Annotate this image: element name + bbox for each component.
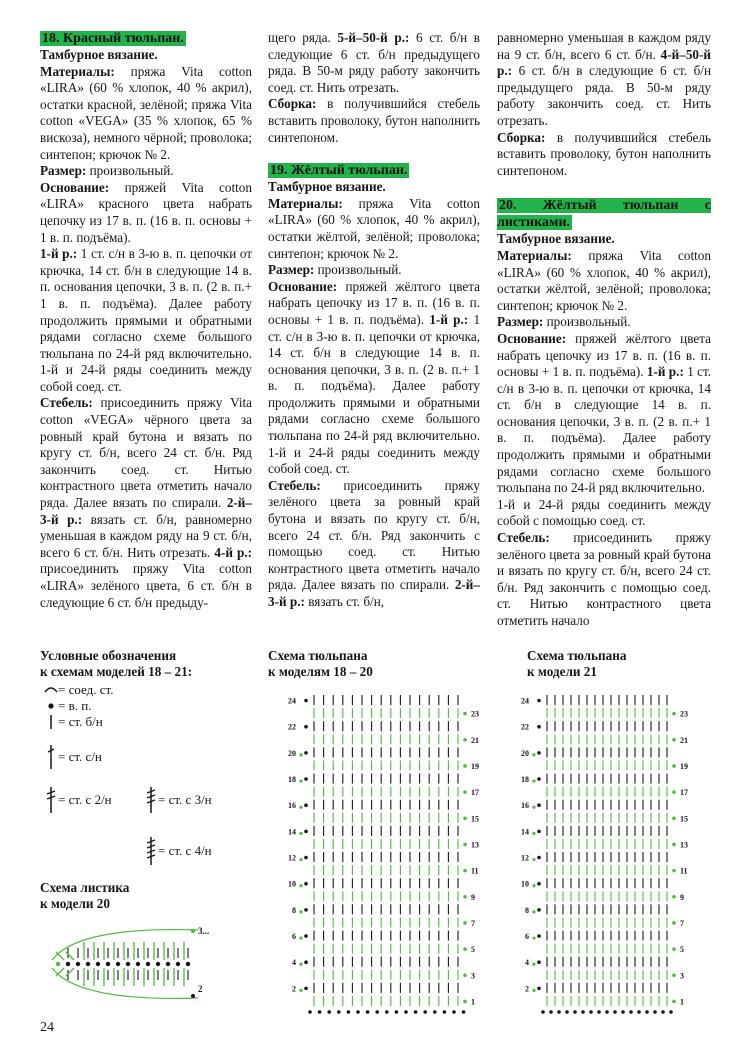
row-label-right: 7 — [680, 918, 684, 928]
chain-dot — [672, 869, 676, 873]
base-chain-dot — [581, 1010, 585, 1014]
row-label-left: 16 — [521, 801, 529, 811]
stem-19: Стебель: присоединить пряжу зелёного цвета за ровный край бутона и вязать по кругу ст. б/н, всего 24 ст. б/н. Ряд закончить с помощью соед. ст. Нитью контрастного цвета отметить начало ряда. Далее вязать по спирали. 2-й–3-й р.: вязать ст. б/н, — [268, 477, 481, 609]
row-label-right: 3 — [471, 971, 475, 981]
base-chain-dot — [308, 1010, 312, 1014]
chain-dot — [672, 843, 676, 847]
triple-treble-icon — [144, 836, 158, 866]
chain-dot — [463, 712, 467, 716]
legend-dc: = ст. с/н — [44, 744, 102, 770]
legend-sc: = ст. б/н — [44, 714, 103, 730]
tulip-chart-18-20 — [248, 680, 478, 1020]
base-chain-dot — [433, 1010, 437, 1014]
chain-dot — [299, 858, 302, 861]
row-label-right: 17 — [680, 788, 688, 798]
chain-dot — [463, 738, 467, 742]
chain-dot — [672, 816, 676, 820]
chain-dot — [672, 895, 676, 899]
base-chain-dot — [452, 1010, 456, 1014]
base-19: Основание: пряжей жёлтого цвета набрать цепочку из 17 в. п. (16 в. п. основы + 1 в. п. подъёма). 1-й р.: 1 ст. с/н в 3-ю в. п. цепочки от крючка, 14 ст. б/н в следующие 14 в. п. основания цепочки, 3 в. п. (2 в. п.+ 1 в. п. подъёма). Далее работу продолжить прямыми и обратными рядами согласно схеме большого тюльпана по 24-й ряд включительно. 1-й и 24-й ряды соединить между собой соед. ст. — [268, 278, 481, 477]
chain-dot — [537, 777, 541, 781]
row-label-right: 15 — [680, 814, 688, 824]
chain-dot — [537, 882, 541, 886]
chain-dot — [537, 934, 541, 938]
chain-dot — [463, 764, 467, 768]
chain-dot — [532, 779, 535, 782]
chain-dot — [537, 960, 541, 964]
row-label-right: 5 — [680, 945, 684, 955]
chain-dot — [304, 908, 308, 912]
slip-stitch-icon — [44, 684, 58, 696]
base-chain-dot — [597, 1010, 601, 1014]
chain-dot — [537, 908, 541, 912]
row-label-right: 23 — [471, 709, 479, 719]
legend-trtr: = ст. с 4/н — [144, 836, 212, 866]
base-chain-dot — [637, 1010, 641, 1014]
tulip-chart-21 — [507, 680, 707, 1020]
double-treble-icon — [144, 786, 158, 814]
chain-dot — [537, 987, 541, 991]
base-chain-dot — [629, 1010, 633, 1014]
chain-dot — [672, 947, 676, 951]
row-label-right: 13 — [471, 840, 479, 850]
chain-dot — [672, 1000, 676, 1004]
continuation-18: щего ряда. 5-й–50-й р.: 6 ст. б/н в следующие 6 ст. б/н предыдущего ряда. В 50-м ряду работу закончить соед. ст. Нить отрезать. — [268, 30, 480, 95]
base-chain-dot — [573, 1010, 577, 1014]
chain-dot — [304, 699, 308, 703]
base-chain-dot — [669, 1010, 673, 1014]
row-label-left: 12 — [288, 853, 296, 863]
leaf-chain-dot — [56, 962, 60, 966]
base-chain-dot — [462, 1010, 466, 1014]
row-label-right: 5 — [471, 945, 475, 955]
chain-dot — [304, 934, 308, 938]
base-chain-dot — [443, 1010, 447, 1014]
row-label-right: 9 — [471, 892, 475, 902]
row-label-left: 18 — [288, 775, 296, 785]
chain-dot — [299, 832, 302, 835]
row-label-right: 21 — [680, 735, 688, 745]
row-label-right: 21 — [471, 735, 479, 745]
leaf-chain-dot — [191, 994, 195, 998]
leaf-chain-dot — [191, 929, 195, 933]
treble-crochet-icon — [44, 786, 58, 814]
base-chain-dot — [557, 1010, 561, 1014]
row-label-right: 23 — [680, 709, 688, 719]
section-title-20: 20. Жёлтый тюльпан с листиками. — [497, 198, 711, 231]
leaf-chain-dot — [176, 962, 180, 966]
leaf-stitch — [66, 952, 74, 960]
row-label-right: 1 — [680, 997, 684, 1007]
leaf-chain-dot — [76, 962, 80, 966]
row-label-left: 24 — [521, 696, 529, 706]
chain-dot — [299, 936, 302, 939]
row-label-right: 19 — [471, 761, 479, 771]
continuation-19: равномерно уменьшая в каждом ряду на 9 ст. б/н, всего 6 ст. б/н. 4-й–50-й р.: 6 ст. б/н в следующие 6 ст. б/н предыдущего ряда. В 50-м ряду работу закончить соед. ст. Нить отрезать. — [497, 30, 712, 128]
leaf-chain-dot — [166, 962, 170, 966]
chain-dot — [532, 884, 535, 887]
assembly-18: Сборка: в получившийся стебель вставить проволоку, бутон наполнить синтепоном. — [268, 96, 481, 145]
chain-dot — [304, 830, 308, 834]
chain-dot — [463, 816, 467, 820]
join-20: 1-й и 24-й ряды соединить между собой с помощью соед. ст. — [497, 496, 711, 529]
chain-dot — [299, 989, 302, 992]
base-chain-dot — [318, 1010, 322, 1014]
row-label-right: 11 — [471, 866, 479, 876]
leaf-chart-title: Схема листика к модели 20 — [40, 880, 130, 911]
technique-20: Тамбурное вязание. — [497, 231, 615, 247]
leaf-outline — [52, 930, 198, 960]
base-chain-dot — [661, 1010, 665, 1014]
chain-dot — [299, 910, 302, 913]
column-1 — [40, 30, 252, 611]
leaf-row-label-bottom: 2 — [198, 984, 203, 994]
chain-dot — [672, 738, 676, 742]
row-label-right: 1 — [471, 997, 475, 1007]
chain-dot — [532, 989, 535, 992]
row-label-right: 3 — [680, 971, 684, 981]
base-chain-dot — [327, 1010, 331, 1014]
base-chain-dot — [366, 1010, 370, 1014]
leaf-outline — [52, 968, 198, 998]
chain-dot — [463, 947, 467, 951]
section-title-19: 19. Жёлтый тюльпан. — [270, 163, 408, 179]
row-label-right: 7 — [471, 918, 475, 928]
row-label-left: 16 — [288, 801, 296, 811]
column-3 — [497, 30, 711, 630]
chain-dot — [672, 764, 676, 768]
size-18: Размер: произвольный. — [40, 163, 174, 179]
chain-dot — [537, 803, 541, 807]
chain-dot — [672, 921, 676, 925]
row-label-right: 13 — [680, 840, 688, 850]
leaf-stitch — [56, 952, 64, 960]
tulip-chart-1-title: Схема тюльпана к моделям 18 – 20 — [268, 648, 373, 679]
chain-dot — [532, 936, 535, 939]
row-label-left: 10 — [288, 879, 296, 889]
legend-tr: = ст. с 2/н — [44, 786, 112, 814]
row-label-left: 20 — [521, 748, 529, 758]
chain-dot — [463, 973, 467, 977]
base-18: Основание: пряжей Vita cotton «LIRA» красного цвета набрать цепочку из 17 в. п. (16 в. п. основы + 1 в. п. подъёма). — [40, 179, 252, 245]
chain-dot — [463, 843, 467, 847]
chain-dot — [537, 699, 541, 703]
row-label-left: 8 — [525, 905, 529, 915]
chain-dot — [672, 790, 676, 794]
base-chain-dot — [423, 1010, 427, 1014]
page-number: 24 — [40, 1020, 54, 1035]
stem-18: Стебель: присоединить пряжу Vita cotton «VEGA» чёрного цвета за ровный край бутона и вязать по кругу ст. б/н, всего 24 ст. б/н. Ряд закончить соед. ст. Нитью контрастного цвета отметить начало ряда. Далее вязать по спирали. 2-й–3-й р.: вязать ст. б/н, равномерно уменьшая в каждом ряду на 9 ст. б/н, всего 6 ст. б/н. Нить отрезать. 4-й р.: присоединить пряжу Vita cotton «LIRA» зелёного цвета, 6 ст. б/н в следующие 6 ст. б/н предыду- — [40, 395, 253, 610]
chain-stitch-icon — [44, 700, 58, 712]
chain-dot — [532, 806, 535, 809]
chain-dot — [463, 895, 467, 899]
row-label-left: 8 — [292, 905, 296, 915]
chain-dot — [299, 779, 302, 782]
chain-dot — [463, 921, 467, 925]
chain-dot — [299, 753, 302, 756]
technique-18: Тамбурное вязание. — [40, 47, 158, 62]
row-label-left: 22 — [288, 722, 296, 732]
column-2 — [268, 30, 480, 611]
base-20: Основание: пряжей жёлтого цвета набрать цепочку из 17 в. п. (16 в. п. основы + 1 в. п. подъёма). 1-й р.: 1 ст. с/н в 3-ю в. п. цепочки от крючка, 14 ст. б/н в следующие 14 в. п. основания цепочки, 3 в. п. (2 в. п.+ 1 в. п. подъёма). Далее работу продолжить прямыми и обратными рядами согласно схеме большого тюльпана по 24-й ряд включительно. — [497, 330, 712, 496]
base-chain-dot — [395, 1010, 399, 1014]
chain-dot — [537, 751, 541, 755]
chain-dot — [304, 882, 308, 886]
row-label-left: 4 — [525, 958, 529, 968]
row-label-left: 2 — [525, 984, 529, 994]
chain-dot — [304, 987, 308, 991]
chain-dot — [463, 1000, 467, 1004]
double-crochet-icon — [44, 744, 58, 770]
chain-dot — [672, 712, 676, 716]
row-label-left: 4 — [292, 958, 296, 968]
chain-dot — [304, 803, 308, 807]
chain-dot — [304, 960, 308, 964]
row-label-left: 12 — [521, 853, 529, 863]
chain-dot — [304, 777, 308, 781]
row-label-left: 14 — [288, 827, 296, 837]
base-chain-dot — [605, 1010, 609, 1014]
size-19: Размер: произвольный. — [268, 262, 402, 278]
technique-19: Тамбурное вязание. — [268, 179, 386, 195]
base-chain-dot — [565, 1010, 569, 1014]
leaf-chain-dot — [116, 962, 120, 966]
row-label-right: 17 — [471, 788, 479, 798]
row-label-left: 10 — [521, 879, 529, 889]
section-title-18: 18. Красный тюльпан. — [42, 31, 184, 46]
assembly-19: Сборка: в получившийся стебель вставить проволоку, бутон наполнить синтепоном. — [497, 129, 712, 178]
base-chain-dot — [541, 1010, 545, 1014]
base-chain-dot — [613, 1010, 617, 1014]
row-label-left: 20 — [288, 748, 296, 758]
size-20: Размер: произвольный. — [497, 314, 631, 330]
legend-chain: = в. п. — [44, 698, 91, 714]
chain-dot — [537, 856, 541, 860]
stem-20: Стебель: присоединить пряжу зелёного цвета за ровный край бутона и вязать по кругу ст. б/н, всего 24 ст. б/н. Ряд закончить с помощью соед. ст. Нитью контрастного цвета отметить начало — [497, 530, 712, 628]
legend-dtr: = ст. с 3/н — [144, 786, 212, 814]
base-chain-dot — [653, 1010, 657, 1014]
leaf-chain-dot — [86, 962, 90, 966]
row-label-left: 18 — [521, 775, 529, 785]
leaf-chain-dot — [156, 962, 160, 966]
chain-dot — [537, 725, 541, 729]
chain-dot — [537, 830, 541, 834]
base-chain-dot — [645, 1010, 649, 1014]
chain-dot — [299, 806, 302, 809]
row-label-left: 6 — [292, 932, 296, 942]
chain-dot — [304, 856, 308, 860]
row-label-left: 14 — [521, 827, 529, 837]
base-chain-dot — [356, 1010, 360, 1014]
base-chain-dot — [404, 1010, 408, 1014]
base-chain-dot — [414, 1010, 418, 1014]
base-chain-dot — [549, 1010, 553, 1014]
row-label-left: 22 — [521, 722, 529, 732]
chain-dot — [304, 725, 308, 729]
chain-dot — [672, 973, 676, 977]
base-chain-dot — [337, 1010, 341, 1014]
leaf-chain-dot — [186, 962, 190, 966]
chain-dot — [299, 884, 302, 887]
row-label-left: 2 — [292, 984, 296, 994]
materials-20: Материалы: пряжа Vita cotton «LIRA» (60 % хлопок, 40 % акрил), остатки жёлтой, зелёной; проволока; синтепон; крючок № 2. — [497, 247, 711, 313]
base-chain-dot — [621, 1010, 625, 1014]
materials-19: Материалы: пряжа Vita cotton «LIRA» (60 % хлопок, 40 % акрил), остатки жёлтой, зелёной; проволока; синтепон; крючок № 2. — [268, 195, 480, 261]
row-label-right: 15 — [471, 814, 479, 824]
row-label-left: 6 — [525, 932, 529, 942]
materials-18: Материалы: пряжа Vita cotton «LIRA» (60 % хлопок, 40 % акрил), остатки красной, зелёной; пряжа Vita cotton «VEGA» (35 % хлопок, 65 % вискоза), немного чёрной; проволока; синтепон; крючок № 2. — [40, 63, 252, 162]
leaf-chain-dot — [66, 962, 70, 966]
single-crochet-icon — [44, 714, 58, 730]
leaf-stitch — [66, 968, 74, 976]
tulip-chart-2-title: Схема тюльпана к модели 21 — [527, 648, 627, 679]
row-label-right: 19 — [680, 761, 688, 771]
chain-dot — [463, 869, 467, 873]
row-label-right: 11 — [680, 866, 688, 876]
row1-18: 1-й р.: 1 ст. с/н в 3-ю в. п. цепочки от крючка, 14 ст. б/н в следующие 14 в. п. основания цепочки, 3 в. п. (2 в. п.+ 1 в. п. подъёма). Далее работу продолжить прямыми и обратными рядами согласно схеме большого тюльпана по 24-й ряд включительно. 1-й и 24-й ряды соединить между собой соед. ст. — [40, 246, 253, 394]
leaf-chain-dot — [96, 962, 100, 966]
base-chain-dot — [589, 1010, 593, 1014]
leaf-row-label-top: 3... — [198, 926, 210, 936]
chain-dot — [304, 751, 308, 755]
base-chain-dot — [347, 1010, 351, 1014]
row-label-right: 9 — [680, 892, 684, 902]
row-label-left: 24 — [288, 696, 296, 706]
leaf-chart — [38, 920, 228, 1000]
base-chain-dot — [375, 1010, 379, 1014]
chain-dot — [532, 832, 535, 835]
legend-title: Условные обозначения к схемам моделей 18 – 21: — [40, 648, 193, 679]
chain-dot — [532, 910, 535, 913]
leaf-chain-dot — [146, 962, 150, 966]
chain-dot — [532, 858, 535, 861]
chain-dot — [299, 963, 302, 966]
leaf-chain-dot — [136, 962, 140, 966]
leaf-chain-dot — [126, 962, 130, 966]
chain-dot — [463, 790, 467, 794]
leaf-chain-dot — [106, 962, 110, 966]
legend-slip-stitch: = соед. ст. — [44, 682, 113, 698]
chain-dot — [532, 963, 535, 966]
leaf-stitch — [56, 968, 64, 976]
chain-dot — [532, 753, 535, 756]
base-chain-dot — [385, 1010, 389, 1014]
